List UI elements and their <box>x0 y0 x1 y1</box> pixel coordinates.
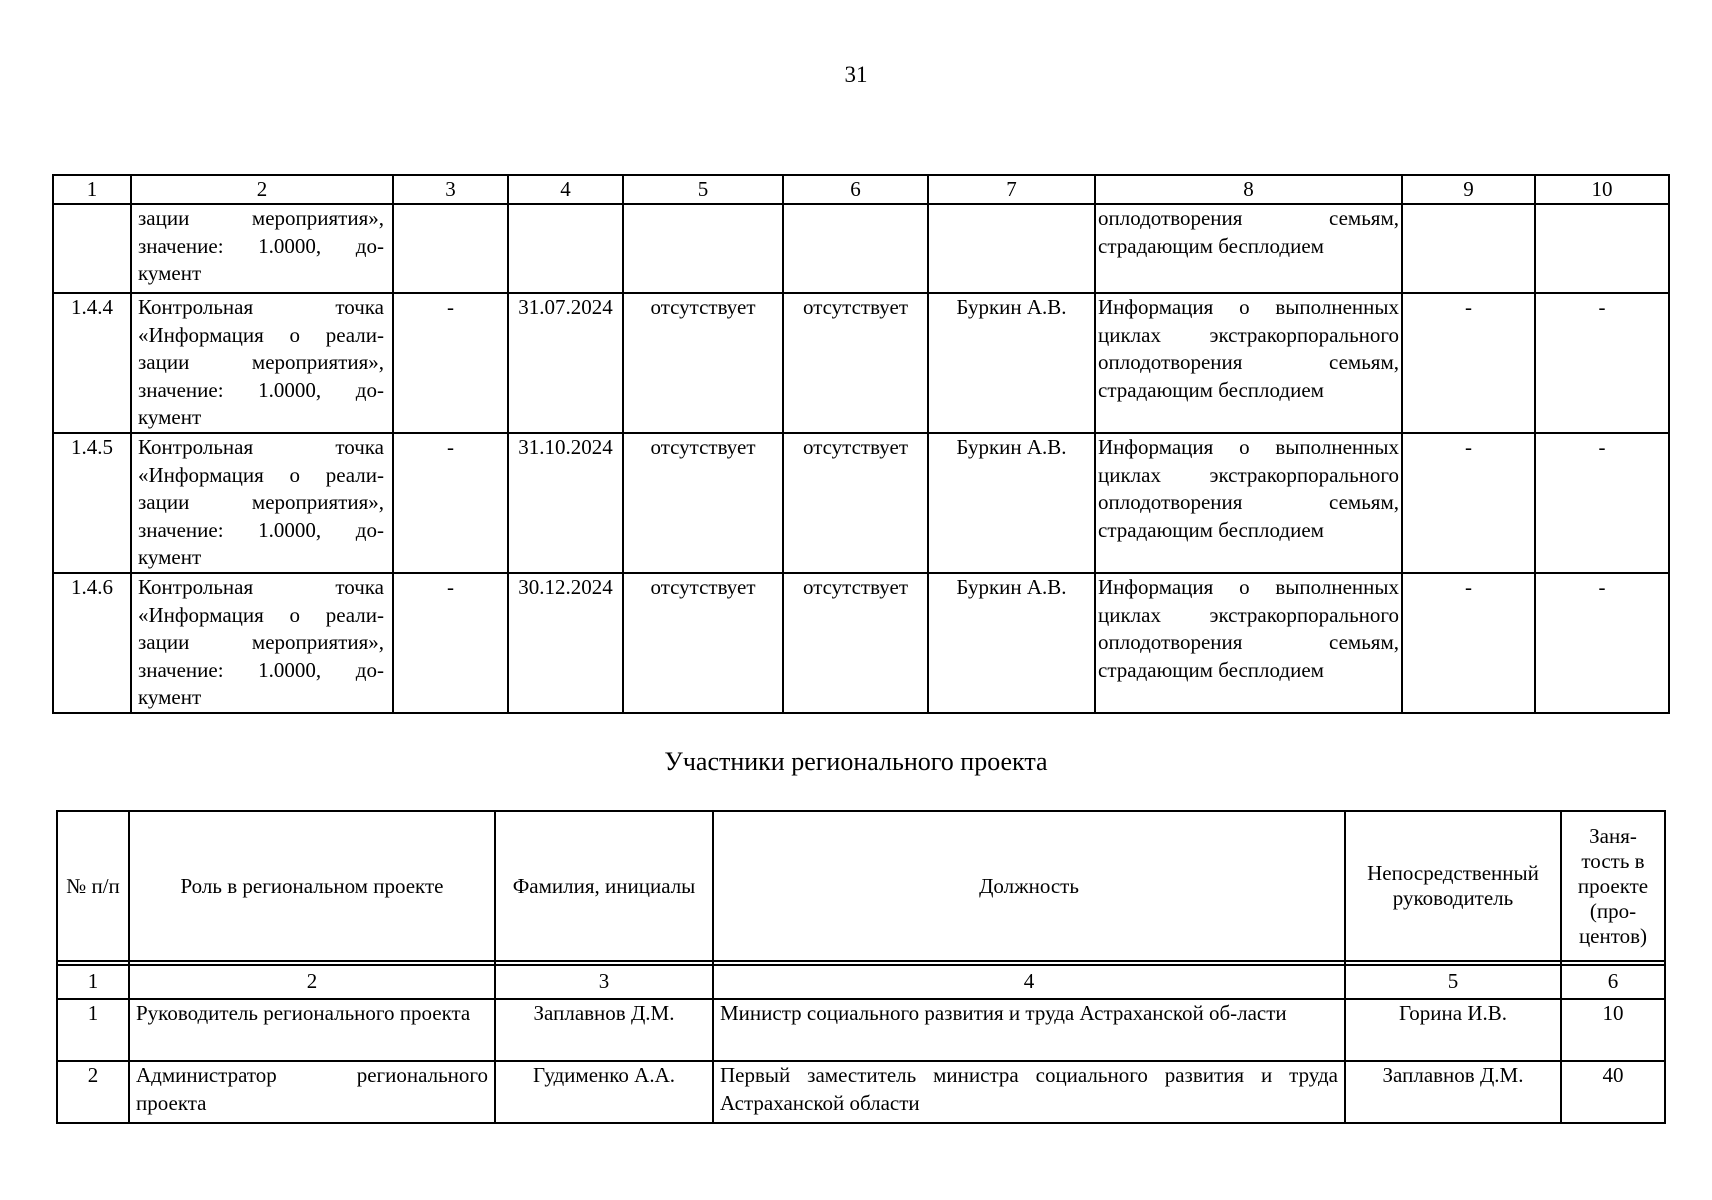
cell-value: отсутствует <box>623 573 783 713</box>
deadline-date: 30.12.2024 <box>508 573 623 713</box>
responsible-person: Буркин А.В. <box>928 573 1095 713</box>
column-header-row <box>57 811 1665 961</box>
cell-value: - <box>1535 293 1669 433</box>
section-title: Участники регионального проекта <box>664 747 1048 776</box>
row-number: 2 <box>57 1061 129 1123</box>
column-number: 1 <box>53 175 131 204</box>
page-number: 31 <box>844 62 868 87</box>
column-number: 1 <box>57 965 129 999</box>
column-number-row <box>57 965 1665 999</box>
cell-value: отсутствует <box>623 433 783 573</box>
result-description: Информация о выполненных циклах экстракорпорального оплодотворения семьям, страдающим бесплодием <box>1095 573 1402 713</box>
control-point-name: зации мероприятия», значение: 1.0000, до-кумент <box>131 204 393 293</box>
column-header: Роль в региональном проекте <box>129 811 495 961</box>
column-number: 9 <box>1402 175 1535 204</box>
row-number <box>53 204 131 293</box>
cell-value: - <box>393 433 508 573</box>
column-number: 3 <box>393 175 508 204</box>
involvement-percent: 40 <box>1561 1061 1665 1123</box>
column-header: Непосредственный руководитель <box>1345 811 1561 961</box>
column-header: Должность <box>713 811 1345 961</box>
column-number: 5 <box>1345 965 1561 999</box>
result-description: Информация о выполненных циклах экстракорпорального оплодотворения семьям, страдающим бесплодием <box>1095 293 1402 433</box>
cell-value: отсутствует <box>783 293 928 433</box>
responsible-person: Буркин А.В. <box>928 293 1095 433</box>
table-row <box>53 204 1669 293</box>
cell-value: отсутствует <box>783 433 928 573</box>
row-number: 1.4.5 <box>53 433 131 573</box>
table-row <box>53 573 1669 713</box>
row-number: 1.4.6 <box>53 573 131 713</box>
control-points-table <box>52 174 1670 714</box>
column-number: 3 <box>495 965 713 999</box>
cell-value: - <box>1402 293 1535 433</box>
participant-name: Заплавнов Д.М. <box>495 999 713 1061</box>
participant-role: Руководитель регионального проекта <box>129 999 495 1061</box>
control-point-name: Контрольная точка «Информация о реали-зации мероприятия», значение: 1.0000, до-кумент <box>131 433 393 573</box>
row-number: 1.4.4 <box>53 293 131 433</box>
result-description: оплодотворения семьям, страдающим бесплодием <box>1095 204 1402 293</box>
table-row <box>57 1061 1665 1123</box>
column-number-row <box>53 175 1669 204</box>
participant-position: Первый заместитель министра социального развития и труда Астраханской области <box>713 1061 1345 1123</box>
row-number: 1 <box>57 999 129 1061</box>
direct-manager: Заплавнов Д.М. <box>1345 1061 1561 1123</box>
result-description: Информация о выполненных циклах экстракорпорального оплодотворения семьям, страдающим бесплодием <box>1095 433 1402 573</box>
cell-value: - <box>393 573 508 713</box>
responsible-person: Буркин А.В. <box>928 433 1095 573</box>
cell-value: - <box>1402 433 1535 573</box>
column-number: 2 <box>131 175 393 204</box>
column-number: 4 <box>713 965 1345 999</box>
cell-value: отсутствует <box>783 573 928 713</box>
column-number: 6 <box>1561 965 1665 999</box>
cell-value: отсутствует <box>623 293 783 433</box>
involvement-percent: 10 <box>1561 999 1665 1061</box>
participant-position: Министр социального развития и труда Астраханской об-ласти <box>713 999 1345 1061</box>
project-participants-table <box>56 810 1666 1124</box>
column-number: 7 <box>928 175 1095 204</box>
table-row <box>53 293 1669 433</box>
direct-manager: Горина И.В. <box>1345 999 1561 1061</box>
column-header: Фамилия, инициалы <box>495 811 713 961</box>
cell-value: - <box>1535 433 1669 573</box>
column-header: № п/п <box>57 811 129 961</box>
column-number: 8 <box>1095 175 1402 204</box>
control-point-name: Контрольная точка «Информация о реали-зации мероприятия», значение: 1.0000, до-кумент <box>131 293 393 433</box>
column-header: Заня-тость в проекте (про-центов) <box>1561 811 1665 961</box>
participant-name: Гудименко А.А. <box>495 1061 713 1123</box>
cell-value: - <box>393 293 508 433</box>
table-row <box>53 433 1669 573</box>
deadline-date: 31.10.2024 <box>508 433 623 573</box>
control-point-name: Контрольная точка «Информация о реали-зации мероприятия», значение: 1.0000, до-кумент <box>131 573 393 713</box>
column-number: 10 <box>1535 175 1669 204</box>
column-number: 2 <box>129 965 495 999</box>
table-row <box>57 999 1665 1061</box>
column-number: 5 <box>623 175 783 204</box>
column-number: 4 <box>508 175 623 204</box>
column-number: 6 <box>783 175 928 204</box>
participant-role: Администратор регионального проекта <box>129 1061 495 1123</box>
deadline-date: 31.07.2024 <box>508 293 623 433</box>
cell-value: - <box>1535 573 1669 713</box>
cell-value: - <box>1402 573 1535 713</box>
